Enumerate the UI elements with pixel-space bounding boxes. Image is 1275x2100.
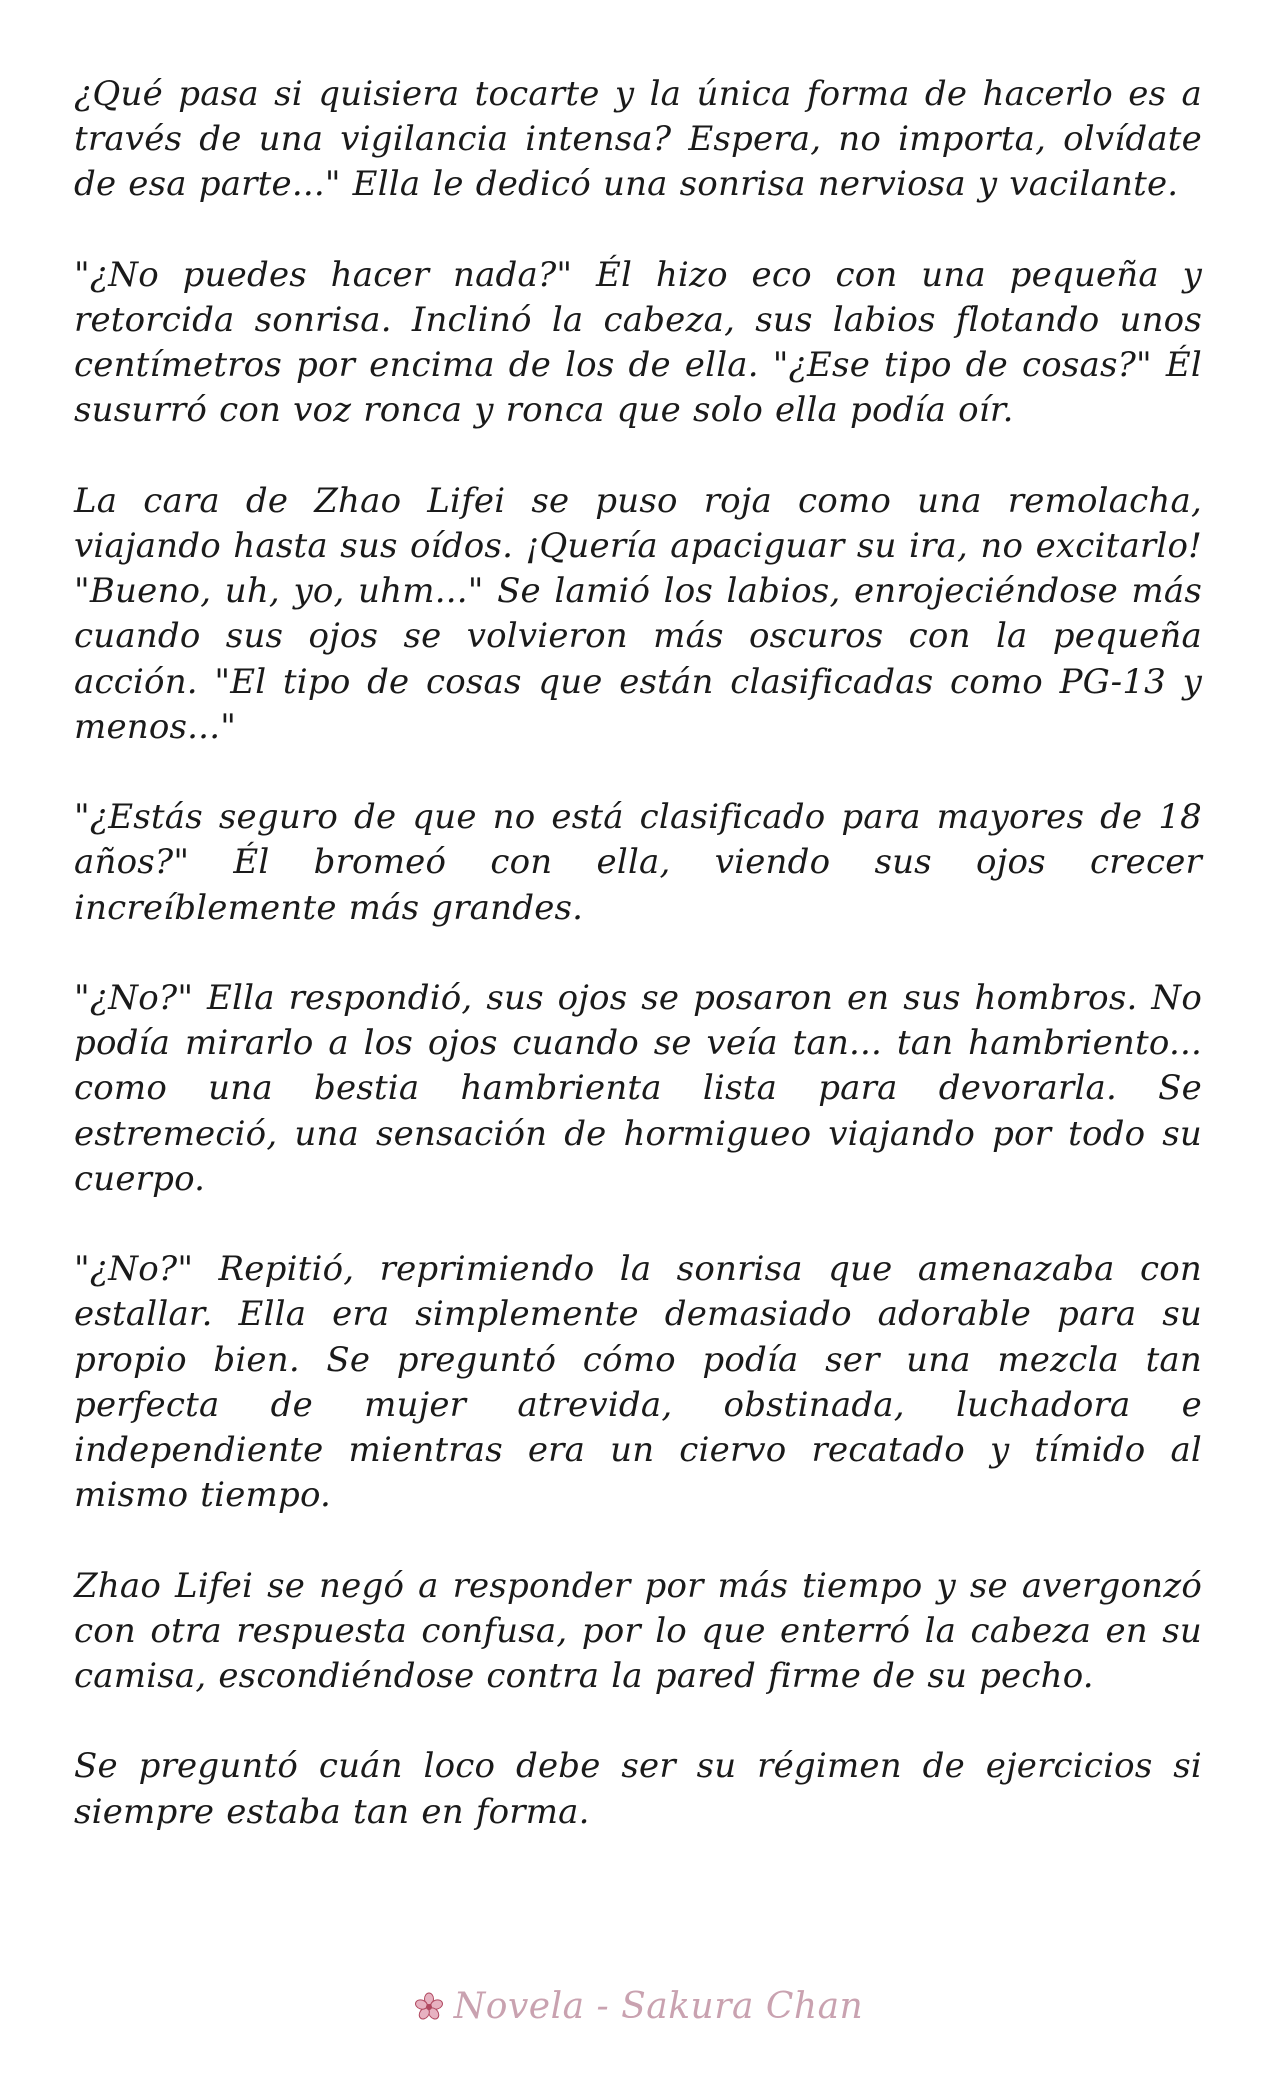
paragraph-6: "¿No?" Repitió, reprimiendo la sonrisa que amenazaba con estallar. Ella era simplemente demasiado adorable para su propio bien. Se preguntó cómo podía ser una mezcla tan perfecta de mujer atrevida, obstinada, luchadora e independiente mientras era un ciervo recatado y tímido al mismo tiempo.	[74, 1249, 1202, 1516]
paragraph-7: Zhao Lifei se negó a responder por más tiempo y se avergonzó con otra respuesta confusa, por lo que enterró la cabeza en su camisa, escondiéndose contra la pared firme de su pecho.	[74, 1565, 1202, 1697]
watermark-text: Novela - Sakura Chan	[453, 1986, 864, 2027]
paragraph-1: ¿Qué pasa si quisiera tocarte y la única forma de hacerlo es a través de una vigilancia intensa? Espera, no importa, olvídate de esa parte..." Ella le dedicó una sonrisa nerviosa y vacilante.	[74, 74, 1202, 205]
cherry-blossom-icon	[412, 1990, 446, 2024]
paragraph-3: La cara de Zhao Lifei se puso roja como una remolacha, viajando hasta sus oídos. ¡Quería apaciguar su ira, no excitarlo! "Bueno, uh, yo, uhm..." Se lamió los labios, enrojeciéndose más cuando sus ojos se volvieron más oscuros con la pequeña acción. "El tipo de cosas que están clasificadas como PG-13 y menos..."	[74, 480, 1202, 747]
paragraph-2: "¿No puedes hacer nada?" Él hizo eco con una pequeña y retorcida sonrisa. Inclinó la cabeza, sus labios flotando unos centímetros por encima de los de ella. "¿Ese tipo de cosas?" Él susurró con voz ronca y ronca que solo ella podía oír.	[74, 254, 1202, 431]
paragraph-4: "¿Estás seguro de que no está clasificado para mayores de 18 años?" Él bromeó con ella, viendo sus ojos crecer increíblemente más grandes.	[74, 797, 1202, 928]
watermark	[0, 1986, 1275, 2027]
paragraph-5: "¿No?" Ella respondió, sus ojos se posaron en sus hombros. No podía mirarlo a los ojos cuando se veía tan... tan hambriento... como una bestia hambrienta lista para devorarla. Se estremeció, una sensación de hormigueo viajando por todo su cuerpo.	[74, 978, 1202, 1199]
document-body	[74, 72, 1202, 1835]
paragraph-8: Se preguntó cuán loco debe ser su régimen de ejercicios si siempre estaba tan en forma.	[74, 1746, 1202, 1832]
